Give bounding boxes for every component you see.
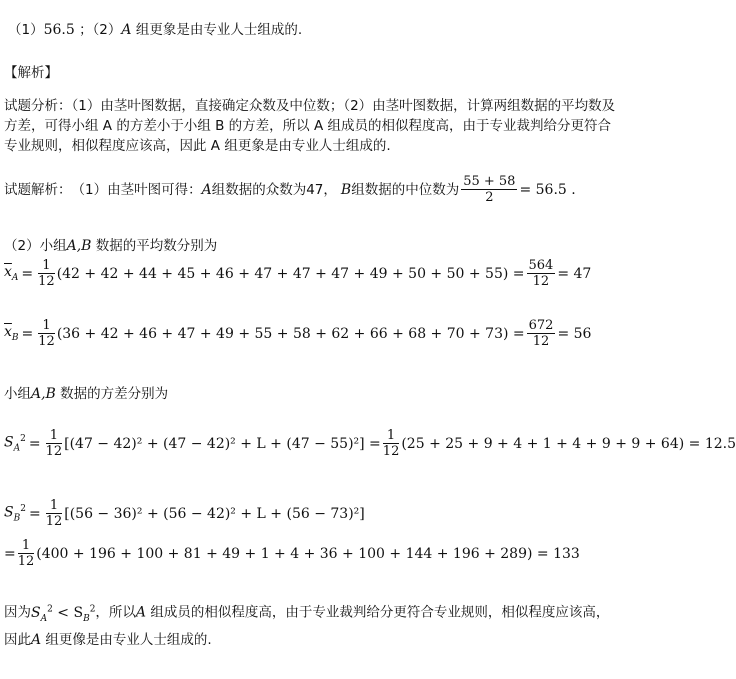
variance-A-equation: $S_A^2$ = $\frac{1}{12}$ [(47 − 42)² + (47 − 42)² + L + (47 − 55)²] = $\frac{1}{12}$ (25 + 25 + 9 + 4 + 1 + 4 + 9 + 9 + 64) = 12.5 bbox=[4, 428, 736, 459]
answer-separator: ；（2） bbox=[79, 22, 122, 38]
variance-heading-b: 数据的方差分别为 bbox=[55, 386, 169, 402]
variance-B-sum: (400 + 196 + 100 + 81 + 49 + 1 + 4 + 36 + 100 + 144 + 196 + 289) = 133 bbox=[36, 545, 580, 562]
mean-A-result: = 47 bbox=[557, 265, 592, 282]
variance-heading bbox=[4, 384, 168, 404]
median-numerator: 55 + 58 bbox=[463, 174, 516, 189]
mean-A-equals: = bbox=[21, 265, 34, 282]
solution-var-A: A bbox=[201, 181, 212, 198]
answer-line bbox=[8, 20, 302, 40]
conclusion-var-A2: A bbox=[31, 632, 42, 649]
variance-B-terms: [(56 − 36)² + (56 − 42)² + L + (56 − 73)²] bbox=[64, 505, 365, 522]
variance-A-coef: $\frac{1}{12}$ bbox=[45, 428, 63, 459]
solution-label: 试题解析： bbox=[4, 181, 72, 198]
solution-part1 bbox=[4, 174, 576, 205]
conclusion-b: ，所以 bbox=[95, 604, 136, 621]
conclusion-e: 组更像是由专业人士组成的. bbox=[41, 632, 212, 649]
conclusion-d: ，因此 bbox=[4, 604, 610, 649]
mean-A-fraction: $\frac{564}{12}$ bbox=[528, 258, 554, 289]
variance-A-symbol: $S_A^2$ bbox=[4, 433, 26, 454]
mean-A-coef: $\frac{1}{12}$ bbox=[38, 258, 55, 289]
solution-line1-b: 组数据的众数为47， bbox=[211, 181, 337, 198]
variance-B-coef2: $\frac{1}{12}$ bbox=[17, 538, 35, 569]
variance-heading-a: 小组 bbox=[4, 386, 31, 402]
conclusion-paragraph bbox=[4, 598, 622, 651]
means-heading-a: （2）小组 bbox=[4, 238, 67, 254]
mean-B-equals: = bbox=[21, 325, 34, 342]
median-result: = 56.5 . bbox=[519, 181, 576, 198]
mean-B-sum: (36 + 42 + 46 + 47 + 49 + 55 + 58 + 62 + 66 + 68 + 70 + 73) = bbox=[56, 325, 525, 342]
section-title: 【解析】 bbox=[4, 65, 58, 81]
variance-B-eq-prefix: = bbox=[4, 545, 16, 562]
means-heading-b: 数据的平均数分别为 bbox=[91, 238, 218, 254]
analysis-label: 试题分析： bbox=[4, 98, 72, 114]
answer-group-A: A bbox=[121, 22, 132, 38]
variance-B-coef: $\frac{1}{12}$ bbox=[45, 498, 63, 529]
mean-B-symbol: $\overline{x}_B$ bbox=[4, 324, 19, 343]
variance-A-sum: (25 + 25 + 9 + 4 + 1 + 4 + 9 + 9 + 64) = 12.5 bbox=[401, 435, 736, 452]
conclusion-c: 组成员的相似程度高，由于专业裁判给分更符合专业规则，相似程度应该高 bbox=[146, 604, 596, 621]
analysis-text: （1）由茎叶图数据，直接确定众数及中位数；（2）由茎叶图数据，计算两组数据的平均数及方差，可得小组 A 的方差小于小组 B 的方差，所以 A 组成员的相似程度高，由于专业裁判给分更符合专业规则，相似程度应该高，因此 A 组更象是由专业人士组成的. bbox=[4, 98, 616, 154]
means-heading-vars: A,B bbox=[66, 238, 92, 254]
conclusion-inequality: $S_A^2 < S_B^2$ bbox=[31, 604, 96, 624]
conclusion-var-A: A bbox=[135, 604, 147, 621]
conclusion-a: 因为 bbox=[4, 604, 31, 621]
mean-A-equation bbox=[4, 258, 591, 289]
solution-line1-a: （1）由茎叶图可得： bbox=[71, 181, 202, 198]
mean-B-coef: $\frac{1}{12}$ bbox=[38, 318, 55, 349]
mean-B-fraction: $\frac{672}{12}$ bbox=[528, 318, 554, 349]
analysis-paragraph bbox=[4, 96, 622, 156]
variance-B-equation: $S_B^2$ = $\frac{1}{12}$ [(56 − 36)² + (56 − 42)² + L + (56 − 73)²] bbox=[4, 498, 365, 529]
median-fraction bbox=[461, 174, 517, 205]
variance-B-continuation bbox=[4, 538, 580, 569]
variance-A-coef2: $\frac{1}{12}$ bbox=[382, 428, 400, 459]
mean-B-equation bbox=[4, 318, 591, 349]
answer-part1-value: 56.5 bbox=[43, 22, 75, 38]
median-denominator: 2 bbox=[485, 190, 494, 205]
answer-part2-text: 组更象是由专业人士组成的. bbox=[131, 22, 303, 38]
variance-B-symbol: $S_B^2$ bbox=[4, 503, 26, 524]
solution-var-B: B bbox=[340, 181, 352, 198]
mean-A-sum: (42 + 42 + 44 + 45 + 46 + 47 + 47 + 47 + 49 + 50 + 50 + 55) = bbox=[56, 265, 525, 282]
mean-A-symbol: $\overline{x}_A$ bbox=[4, 264, 19, 283]
mean-B-result: = 56 bbox=[557, 325, 592, 342]
variance-A-terms: [(47 − 42)² + (47 − 42)² + L + (47 − 55)²] = bbox=[64, 435, 381, 452]
means-heading bbox=[4, 236, 217, 256]
solution-line1-c: 组数据的中位数为 bbox=[351, 181, 460, 198]
variance-heading-vars: A,B bbox=[31, 386, 56, 402]
answer-part1-prefix: （1） bbox=[8, 22, 44, 38]
